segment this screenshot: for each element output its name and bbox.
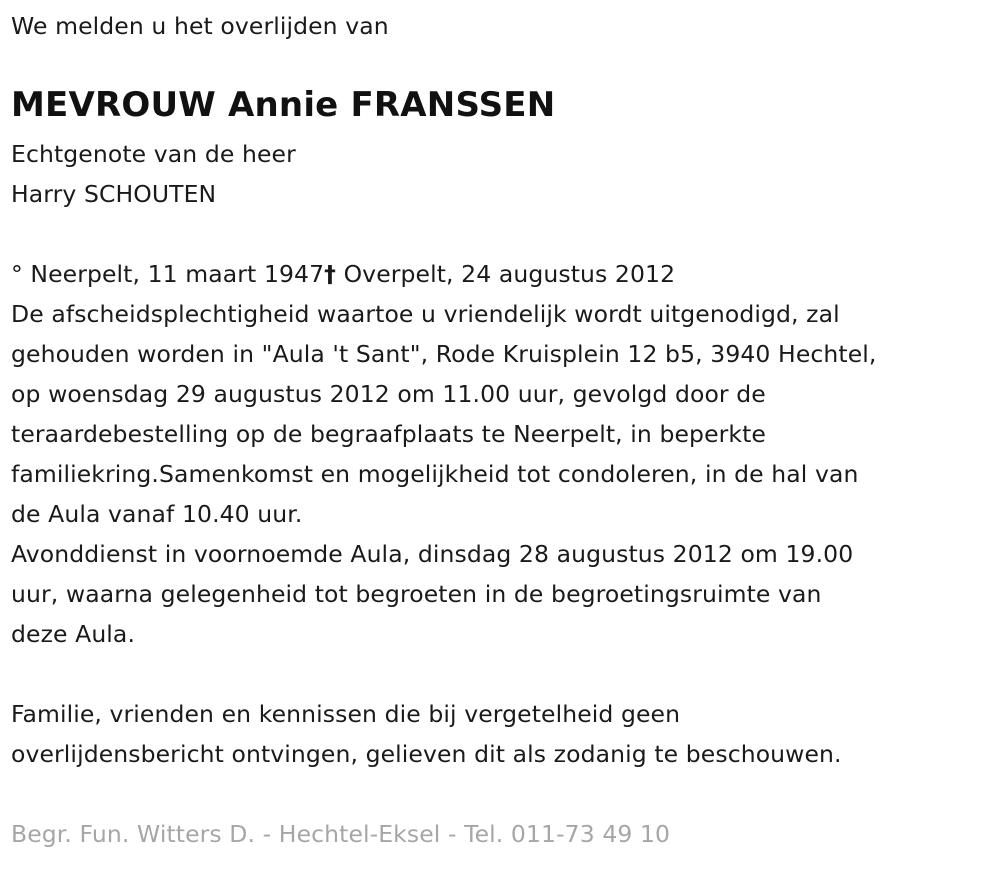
- ceremony-line: teraardebestelling op de begraafplaats te Neerpelt, in beperkte: [11, 420, 766, 448]
- deceased-name: MEVROUW Annie FRANSSEN: [11, 85, 556, 125]
- birth-date: ° Neerpelt, 11 maart 1947: [11, 260, 325, 288]
- ceremony-line: familiekring.Samenkomst en mogelijkheid tot condoleren, in de hal van: [11, 460, 859, 488]
- ceremony-line: gehouden worden in "Aula 't Sant", Rode Kruisplein 12 b5, 3940 Hechtel,: [11, 340, 877, 368]
- cross-icon: †: [324, 260, 337, 288]
- ceremony-block: [11, 254, 876, 654]
- funeral-home-contact: Begr. Fun. Witters D. - Hechtel-Eksel - Tel. 011-73 49 10: [11, 820, 671, 848]
- spouse-relation: Echtgenote van de heer: [11, 140, 296, 168]
- ceremony-line: de Aula vanaf 10.40 uur.: [11, 500, 303, 528]
- notice-line: Familie, vrienden en kennissen die bij vergetelheid geen: [11, 700, 681, 728]
- spouse-name: Harry SCHOUTEN: [11, 180, 217, 208]
- vigil-line: uur, waarna gelegenheid tot begroeten in de begroetingsruimte van: [11, 580, 822, 608]
- birth-death-dates: [11, 254, 876, 294]
- notice-block: [11, 694, 842, 774]
- death-date: Overpelt, 24 augustus 2012: [336, 260, 676, 288]
- spouse-block: [11, 134, 296, 214]
- notice-line: overlijdensbericht ontvingen, gelieven dit als zodanig te beschouwen.: [11, 740, 842, 768]
- intro-text: We melden u het overlijden van: [11, 12, 389, 40]
- ceremony-line: op woensdag 29 augustus 2012 om 11.00 uur, gevolgd door de: [11, 380, 766, 408]
- ceremony-line: De afscheidsplechtigheid waartoe u vriendelijk wordt uitgenodigd, zal: [11, 300, 840, 328]
- vigil-line: Avonddienst in voornoemde Aula, dinsdag 28 augustus 2012 om 19.00: [11, 540, 854, 568]
- vigil-line: deze Aula.: [11, 620, 136, 648]
